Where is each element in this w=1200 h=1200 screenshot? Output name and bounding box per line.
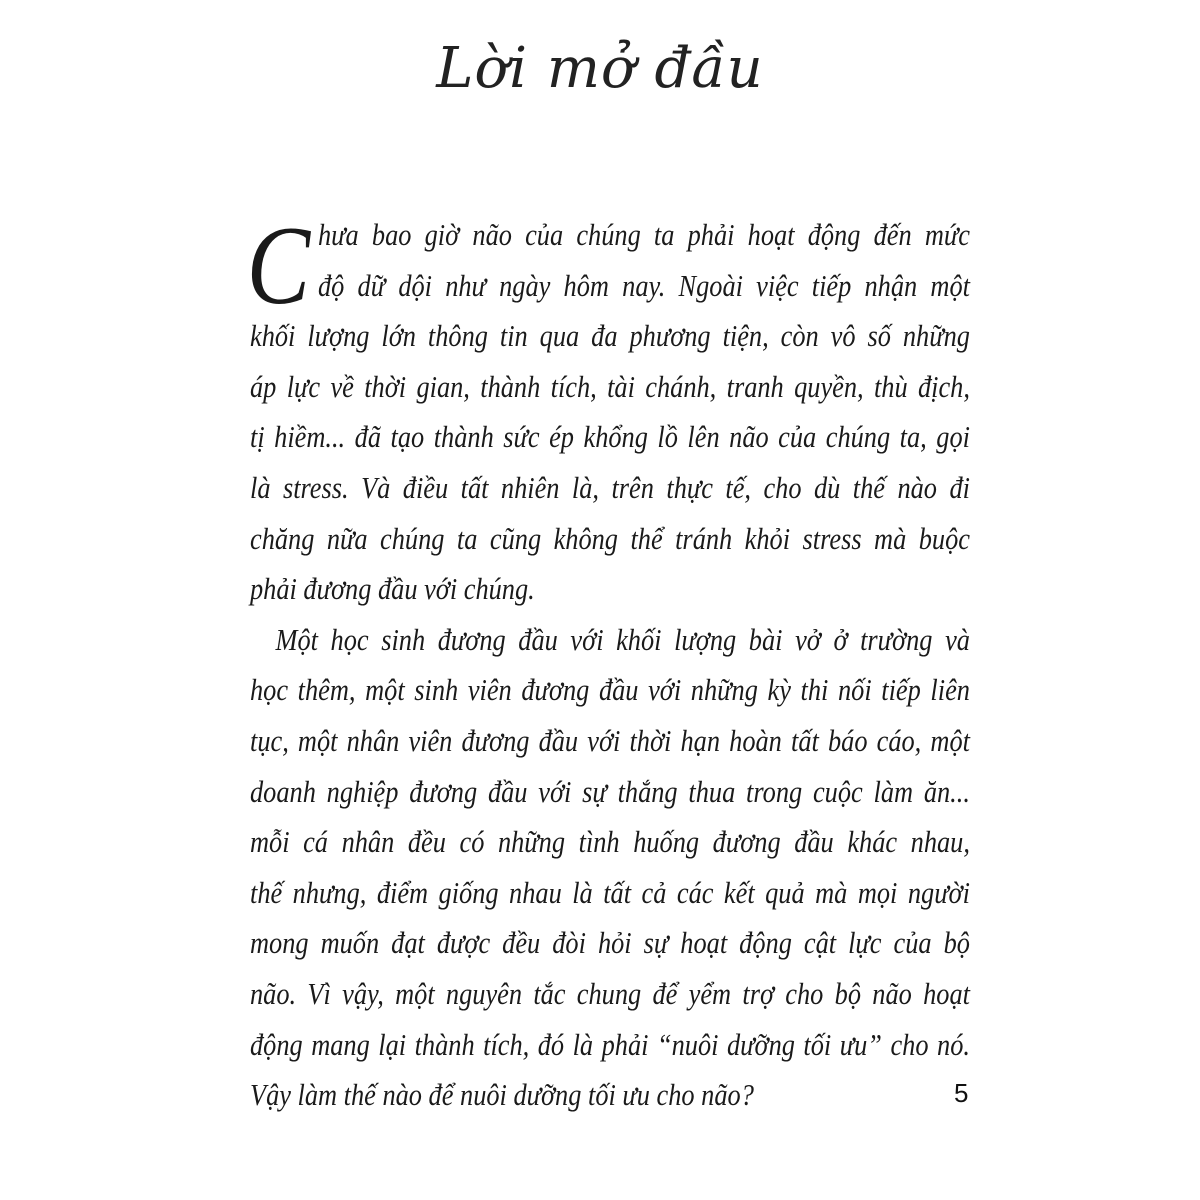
text-line: Vậy làm thế nào để nuôi dưỡng tối ưu cho não? xyxy=(250,1077,754,1113)
paragraph-2 xyxy=(250,615,970,1121)
text-line: hưa bao giờ não của chúng ta phải hoạt động đến mức xyxy=(318,217,970,252)
body-text xyxy=(246,204,970,1121)
text-line: phải đương đầu với chúng. xyxy=(250,571,535,607)
text-line: thế nhưng, điểm giống nhau là tất cả các kết quả mà mọi người xyxy=(250,874,970,910)
text-line: học thêm, một sinh viên đương đầu với những kỳ thi nối tiếp liên xyxy=(250,672,970,708)
text-line: mong muốn đạt được đều đòi hỏi sự hoạt động cật lực của bộ xyxy=(250,925,970,961)
text-line: chăng nữa chúng ta cũng không thể tránh khỏi stress mà buộc xyxy=(250,520,970,556)
drop-cap: C xyxy=(246,204,311,328)
text-line: khối lượng lớn thông tin qua đa phương tiện, còn vô số những xyxy=(250,318,970,354)
page-number: 5 xyxy=(954,1078,969,1108)
text-line: là stress. Và điều tất nhiên là, trên thực tế, cho dù thế nào đi xyxy=(250,469,970,505)
text-line: động mang lại thành tích, đó là phải “nuôi dưỡng tối ưu” cho nó. xyxy=(250,1026,970,1062)
text-line: độ dữ dội như ngày hôm nay. Ngoài việc tiếp nhận một xyxy=(318,267,970,303)
chapter-title: Lời mở đầu xyxy=(436,36,764,101)
text-line: áp lực về thời gian, thành tích, tài chánh, tranh quyền, thù địch, xyxy=(250,368,970,404)
text-line: doanh nghiệp đương đầu với sự thắng thua trong cuộc làm ăn... xyxy=(250,773,970,809)
text-line: tị hiềm... đã tạo thành sức ép khổng lồ lên não của chúng ta, gọi xyxy=(250,419,970,455)
text-line: tục, một nhân viên đương đầu với thời hạn hoàn tất báo cáo, một xyxy=(250,722,970,758)
text-line: mỗi cá nhân đều có những tình huống đương đầu khác nhau, xyxy=(250,824,970,860)
text-line: Một học sinh đương đầu với khối lượng bài vở ở trường và xyxy=(275,621,970,657)
text-line: não. Vì vậy, một nguyên tắc chung để yểm trợ cho bộ não hoạt xyxy=(250,975,970,1011)
paragraph-1 xyxy=(250,210,970,615)
